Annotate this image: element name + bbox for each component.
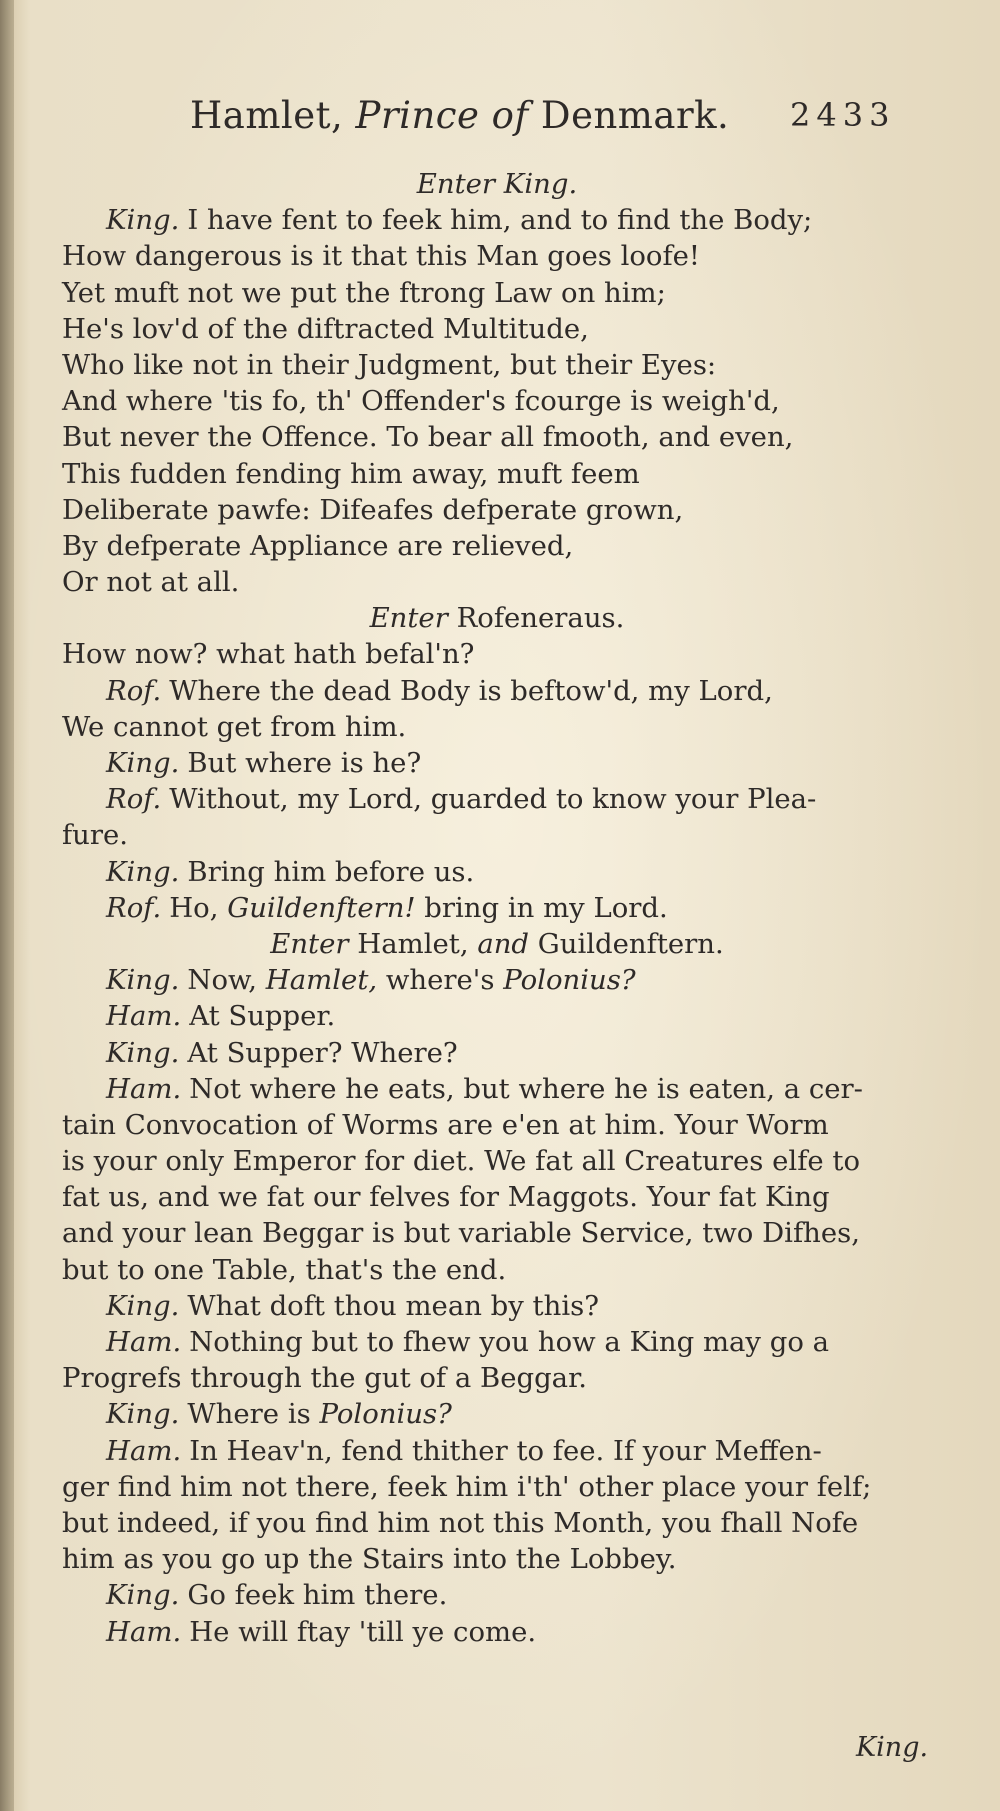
line-italic: Hamlet, <box>265 964 378 997</box>
line-text: In Heav'n, fend thither to fee. If your Meffen- <box>189 1434 822 1467</box>
line-text: He's lov'd of the diftracted Multitude, <box>62 312 589 345</box>
verse-line <box>62 1541 932 1577</box>
speaker-name: King. <box>106 204 180 237</box>
line-text: At Supper? Where? <box>187 1036 458 1069</box>
running-head-title: Hamlet, <box>190 94 356 137</box>
line-text: Now, <box>187 964 266 997</box>
verse-line <box>62 636 932 672</box>
speech-line <box>62 1433 932 1469</box>
line-text: Go feek him there. <box>187 1579 448 1612</box>
speaker-name: Ham. <box>106 1072 182 1105</box>
line-text: Where is <box>187 1398 320 1431</box>
verse-line <box>62 1107 932 1143</box>
line-text: We cannot get from him. <box>62 710 407 743</box>
speech-line <box>62 202 932 238</box>
stage-direction-italic: Enter <box>270 927 349 960</box>
line-text: and your lean Beggar is but variable Service, two Difhes, <box>62 1217 860 1250</box>
line-text: Ho, <box>169 891 228 924</box>
verse-line <box>62 1469 932 1505</box>
line-text: fat us, and we fat our felves for Maggots. Your fat King <box>62 1181 830 1214</box>
catchword: King. <box>856 1732 929 1763</box>
speaker-name: King. <box>106 747 180 779</box>
speech-line <box>62 1396 932 1432</box>
play-text <box>62 166 932 1650</box>
speech-line <box>62 673 932 709</box>
line-text: but indeed, if you find him not this Month, you fhall Nofe <box>62 1506 859 1539</box>
line-text: But where is he? <box>187 747 422 779</box>
speaker-name: King. <box>106 855 180 888</box>
stage-direction-text: Guildenftern. <box>529 927 724 960</box>
verse-line <box>62 238 932 274</box>
line-text: where's <box>377 964 504 997</box>
speech-line <box>62 890 932 926</box>
speaker-name: King. <box>106 964 180 997</box>
line-text: How now? what hath befal'n? <box>62 638 475 671</box>
stage-direction <box>62 166 932 202</box>
line-text: At Supper. <box>189 1000 336 1033</box>
verse-line <box>62 1215 932 1251</box>
verse-line <box>62 1505 932 1541</box>
line-text: Yet muft not we put the ftrong Law on him; <box>62 276 666 309</box>
speech-line <box>62 1035 932 1071</box>
speech-line <box>62 1071 932 1107</box>
line-text: What doft thou mean by this? <box>187 1289 599 1322</box>
stage-direction-italic: and <box>477 927 530 960</box>
line-text: Bring him before us. <box>187 855 475 888</box>
line-text: How dangerous is it that this Man goes loofe! <box>62 240 700 273</box>
line-text: He will ftay 'till ye come. <box>189 1615 537 1648</box>
speaker-name: Ham. <box>106 1434 182 1467</box>
line-text: And where 'tis fo, th' Offender's fcourge is weigh'd, <box>62 385 780 418</box>
line-italic: Polonius? <box>503 964 636 997</box>
verse-line <box>62 275 932 311</box>
line-text: but to one Table, that's the end. <box>62 1253 507 1286</box>
verse-line <box>62 709 932 745</box>
speech-line <box>62 998 932 1034</box>
stage-direction-text: Rofeneraus. <box>447 602 625 635</box>
running-head-italic: Prince of <box>355 94 529 137</box>
verse-line <box>62 817 932 853</box>
speech-line <box>62 1324 932 1360</box>
speaker-name: King. <box>106 1289 180 1322</box>
stage-direction-text: Hamlet, <box>348 927 478 960</box>
stage-direction-italic: Enter <box>369 602 448 635</box>
line-text: By defperate Appliance are relieved, <box>62 529 574 562</box>
running-head-title-end: Denmark. <box>528 94 730 137</box>
line-text: him as you go up the Stairs into the Lobbey. <box>62 1543 677 1576</box>
verse-line <box>62 564 932 600</box>
verse-line <box>62 492 932 528</box>
verse-line <box>62 1179 932 1215</box>
speaker-name: King. <box>106 1579 180 1612</box>
line-text: Nothing but to fhew you how a King may go a <box>189 1326 830 1358</box>
verse-line <box>62 1143 932 1179</box>
line-text: fure. <box>62 819 129 852</box>
speaker-name: Ham. <box>106 1615 182 1648</box>
page-number: 2433 <box>790 96 896 134</box>
speech-line <box>62 745 932 781</box>
stage-direction-italic: Enter King. <box>416 168 578 200</box>
speaker-name: Ham. <box>106 1000 182 1033</box>
speaker-name: Rof. <box>106 783 162 816</box>
speech-line <box>62 962 932 998</box>
line-text: Who like not in their Judgment, but their Eyes: <box>62 348 717 381</box>
speaker-name: King. <box>106 1398 180 1431</box>
line-text: Not where he eats, but where he is eaten, a cer- <box>189 1072 863 1105</box>
speaker-name: Ham. <box>106 1326 182 1358</box>
line-text: Progrefs through the gut of a Beggar. <box>62 1362 587 1395</box>
verse-line <box>62 1360 932 1396</box>
line-text: Where the dead Body is beftow'd, my Lord, <box>169 674 773 707</box>
verse-line <box>62 456 932 492</box>
line-text: This fudden fending him away, muft feem <box>62 457 640 490</box>
speech-line <box>62 1288 932 1324</box>
line-text: But never the Offence. To bear all fmooth, and even, <box>62 421 794 454</box>
line-text: Without, my Lord, guarded to know your Plea- <box>169 783 817 816</box>
line-text: ger find him not there, feek him i'th' other place your felf; <box>62 1470 872 1503</box>
speech-line <box>62 854 932 890</box>
line-italic: Polonius? <box>319 1398 452 1431</box>
verse-line <box>62 347 932 383</box>
speech-line <box>62 781 932 817</box>
stage-direction <box>62 600 932 636</box>
stage-direction <box>62 926 932 962</box>
verse-line <box>62 528 932 564</box>
verse-line <box>62 419 932 455</box>
line-text: Or not at all. <box>62 566 240 599</box>
running-head <box>190 94 729 137</box>
speaker-name: Rof. <box>106 674 162 707</box>
line-italic: Guildenftern! <box>227 891 416 924</box>
line-text: tain Convocation of Worms are e'en at him. Your Worm <box>62 1108 829 1141</box>
line-text: is your only Emperor for diet. We fat all Creatures elfe to <box>62 1145 861 1178</box>
speaker-name: Rof. <box>106 891 162 924</box>
verse-line <box>62 311 932 347</box>
verse-line <box>62 1252 932 1288</box>
speaker-name: King. <box>106 1036 180 1069</box>
verse-line <box>62 383 932 419</box>
speech-line <box>62 1614 932 1650</box>
page-gutter-shadow <box>0 0 14 1811</box>
line-text: bring in my Lord. <box>415 891 668 924</box>
speech-line <box>62 1577 932 1613</box>
line-text: I have fent to feek him, and to find the Body; <box>187 204 813 237</box>
line-text: Deliberate pawfe: Difeafes defperate grown, <box>62 493 684 526</box>
